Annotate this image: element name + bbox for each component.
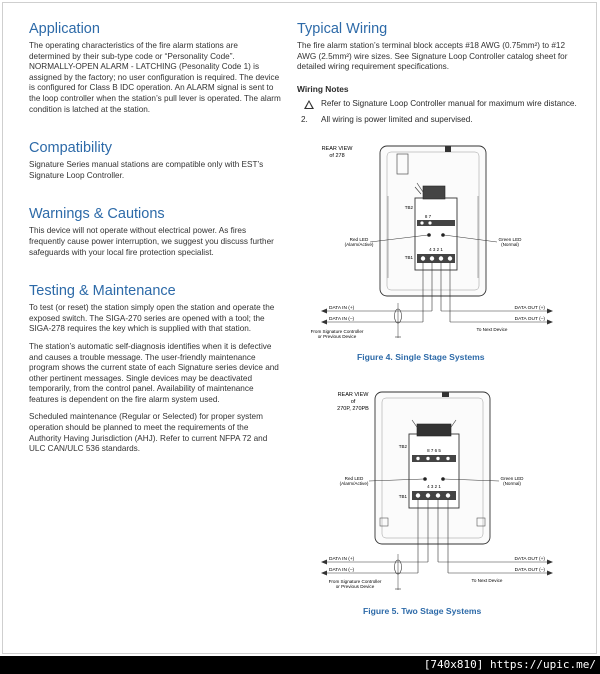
data-in-negative: DATA IN (–) xyxy=(329,568,355,573)
mount-clip xyxy=(442,392,449,397)
data-in-positive: DATA IN (+) xyxy=(329,557,355,562)
application-text: The operating characteristics of the fire alarm stations are determined by their sub-type code or “Personality Code”. NORMALLY-OPEN ALARM - LATCHING (Pesonality Code 1) is assigned by the factory; no user configuration is required. The device is configured for Class B IDC operation. An ALARM signal is sent to the loop controller when the station’s pull lever is operated. The alarm condition is latched at the station. xyxy=(29,41,281,114)
tb1-label: TB1 xyxy=(404,255,413,260)
switch-connector xyxy=(417,424,451,436)
mount-clip xyxy=(445,146,451,152)
figure-4-caption: Figure 4. Single Stage Systems xyxy=(357,352,485,362)
data-out-negative: DATA OUT (–) xyxy=(514,317,545,322)
data-out-positive: DATA OUT (+) xyxy=(514,306,545,311)
rear-view-label: REAR VIEW xyxy=(321,146,353,152)
testing-paragraph-3: Scheduled maintenance (Regular or Selected) for proper system operation should be planned to meet the requirements of the Authority Having Jurisdiction (AHJ). Refer to current NFPA 72 and ULC CAN/ULC 536 standards. xyxy=(29,412,268,454)
warnings-text: This device will not operate without electrical power. As fires frequently cause power interruption, we suggest you discuss further safeguards with your local fire protection specialist. xyxy=(29,226,274,257)
green-led-label: Green LED xyxy=(500,476,524,481)
left-column xyxy=(29,20,281,455)
testing-paragraph-1: To test (or reset) the station simply open the station and operate the exposed switch. The SIGA-270 series are opened with a tool; the SIGA-278 requires the key which is supplied with that station. xyxy=(29,303,275,334)
tb2-label: TB2 xyxy=(404,205,413,210)
figure-4 xyxy=(297,138,577,363)
from-controller-label: From Signature Controller xyxy=(310,329,364,334)
top-terminal-numbers: 8 7 6 5 xyxy=(427,448,441,453)
wiring-notes-heading: Wiring Notes xyxy=(297,83,349,94)
testing-heading: Testing & Maintenance xyxy=(29,283,176,300)
figure-5-caption: Figure 5. Two Stage Systems xyxy=(363,606,482,616)
to-next-device-label: To Next Device xyxy=(471,578,503,583)
green-led-label: Green LED xyxy=(498,237,522,242)
figure-5-diagram xyxy=(297,390,577,610)
watermark-bar xyxy=(0,656,600,674)
tb1-label: TB1 xyxy=(398,494,407,499)
rear-view-models: 270P, 270PB xyxy=(337,406,369,412)
rear-view-model: of 278 xyxy=(329,153,345,159)
wiring-note-1-text: Refer to Signature Loop Controller manual for maximum wire distance. xyxy=(321,98,577,108)
top-terminal-numbers: 8 7 xyxy=(424,214,432,219)
green-led-sublabel: (Normal) xyxy=(503,481,521,486)
tb2-label: TB2 xyxy=(398,444,407,449)
figure-5 xyxy=(297,390,577,620)
red-led-label: Red LED xyxy=(349,237,369,242)
figure-4-diagram xyxy=(297,138,577,363)
watermark-text: [740x810] https://upic.me/ xyxy=(423,658,596,671)
warning-triangle-icon xyxy=(304,100,314,109)
compatibility-text: Signature Series manual stations are compatible only with EST’s Signature Loop Controller. xyxy=(29,160,264,180)
data-in-positive: DATA IN (+) xyxy=(329,306,355,311)
data-in-negative: DATA IN (–) xyxy=(329,317,355,322)
rear-view-label: REAR VIEW xyxy=(337,392,369,398)
typical-wiring-text: The fire alarm station’s terminal block accepts #18 AWG (0.75mm²) to #12 AWG (2.5mm²) wire sizes. See Signature Loop Controller catalog sheet for detailed wiring requirement specifications. xyxy=(297,41,568,72)
application-heading: Application xyxy=(29,21,100,37)
green-led-sublabel: (Normal) xyxy=(501,242,519,247)
data-out-positive: DATA OUT (+) xyxy=(514,557,545,562)
wiring-note-1 xyxy=(297,99,577,111)
typical-wiring-heading: Typical Wiring xyxy=(297,21,388,37)
right-column xyxy=(297,20,577,130)
to-next-device-label: To Next Device xyxy=(476,327,508,332)
red-led-sublabel: (Alarm/Active) xyxy=(339,481,369,486)
from-controller-label: From Signature Controller xyxy=(328,579,382,584)
wiring-note-2 xyxy=(297,115,577,125)
rear-view-of: of xyxy=(350,399,356,405)
wiring-note-2-marker: 2. xyxy=(301,115,308,125)
wiring-note-2-text: All wiring is power limited and supervised. xyxy=(321,115,473,125)
red-led-label: Red LED xyxy=(344,476,364,481)
from-controller-sublabel: or Previous Device xyxy=(335,584,375,589)
testing-paragraph-2: The station’s automatic self-diagnosis identifies when it is defective and causes a trouble message. The user-friendly maintenance program shows the current state of each Signature series device and other pertinent messages. Single devices may be deactivated temporarily, from the control panel. Availability of maintenance features is dependent on the fire alarm system used. xyxy=(29,341,279,404)
warnings-heading: Warnings & Cautions xyxy=(29,206,165,223)
bottom-terminal-numbers: 4 3 2 1 xyxy=(429,247,443,252)
switch-connector xyxy=(423,186,445,199)
data-out-negative: DATA OUT (–) xyxy=(514,568,545,573)
red-led-sublabel: (Alarm/Active) xyxy=(344,242,374,247)
from-controller-sublabel: or Previous Device xyxy=(317,334,357,339)
compatibility-heading: Compatibility xyxy=(29,140,112,157)
bottom-terminal-numbers: 4 3 2 1 xyxy=(427,484,441,489)
